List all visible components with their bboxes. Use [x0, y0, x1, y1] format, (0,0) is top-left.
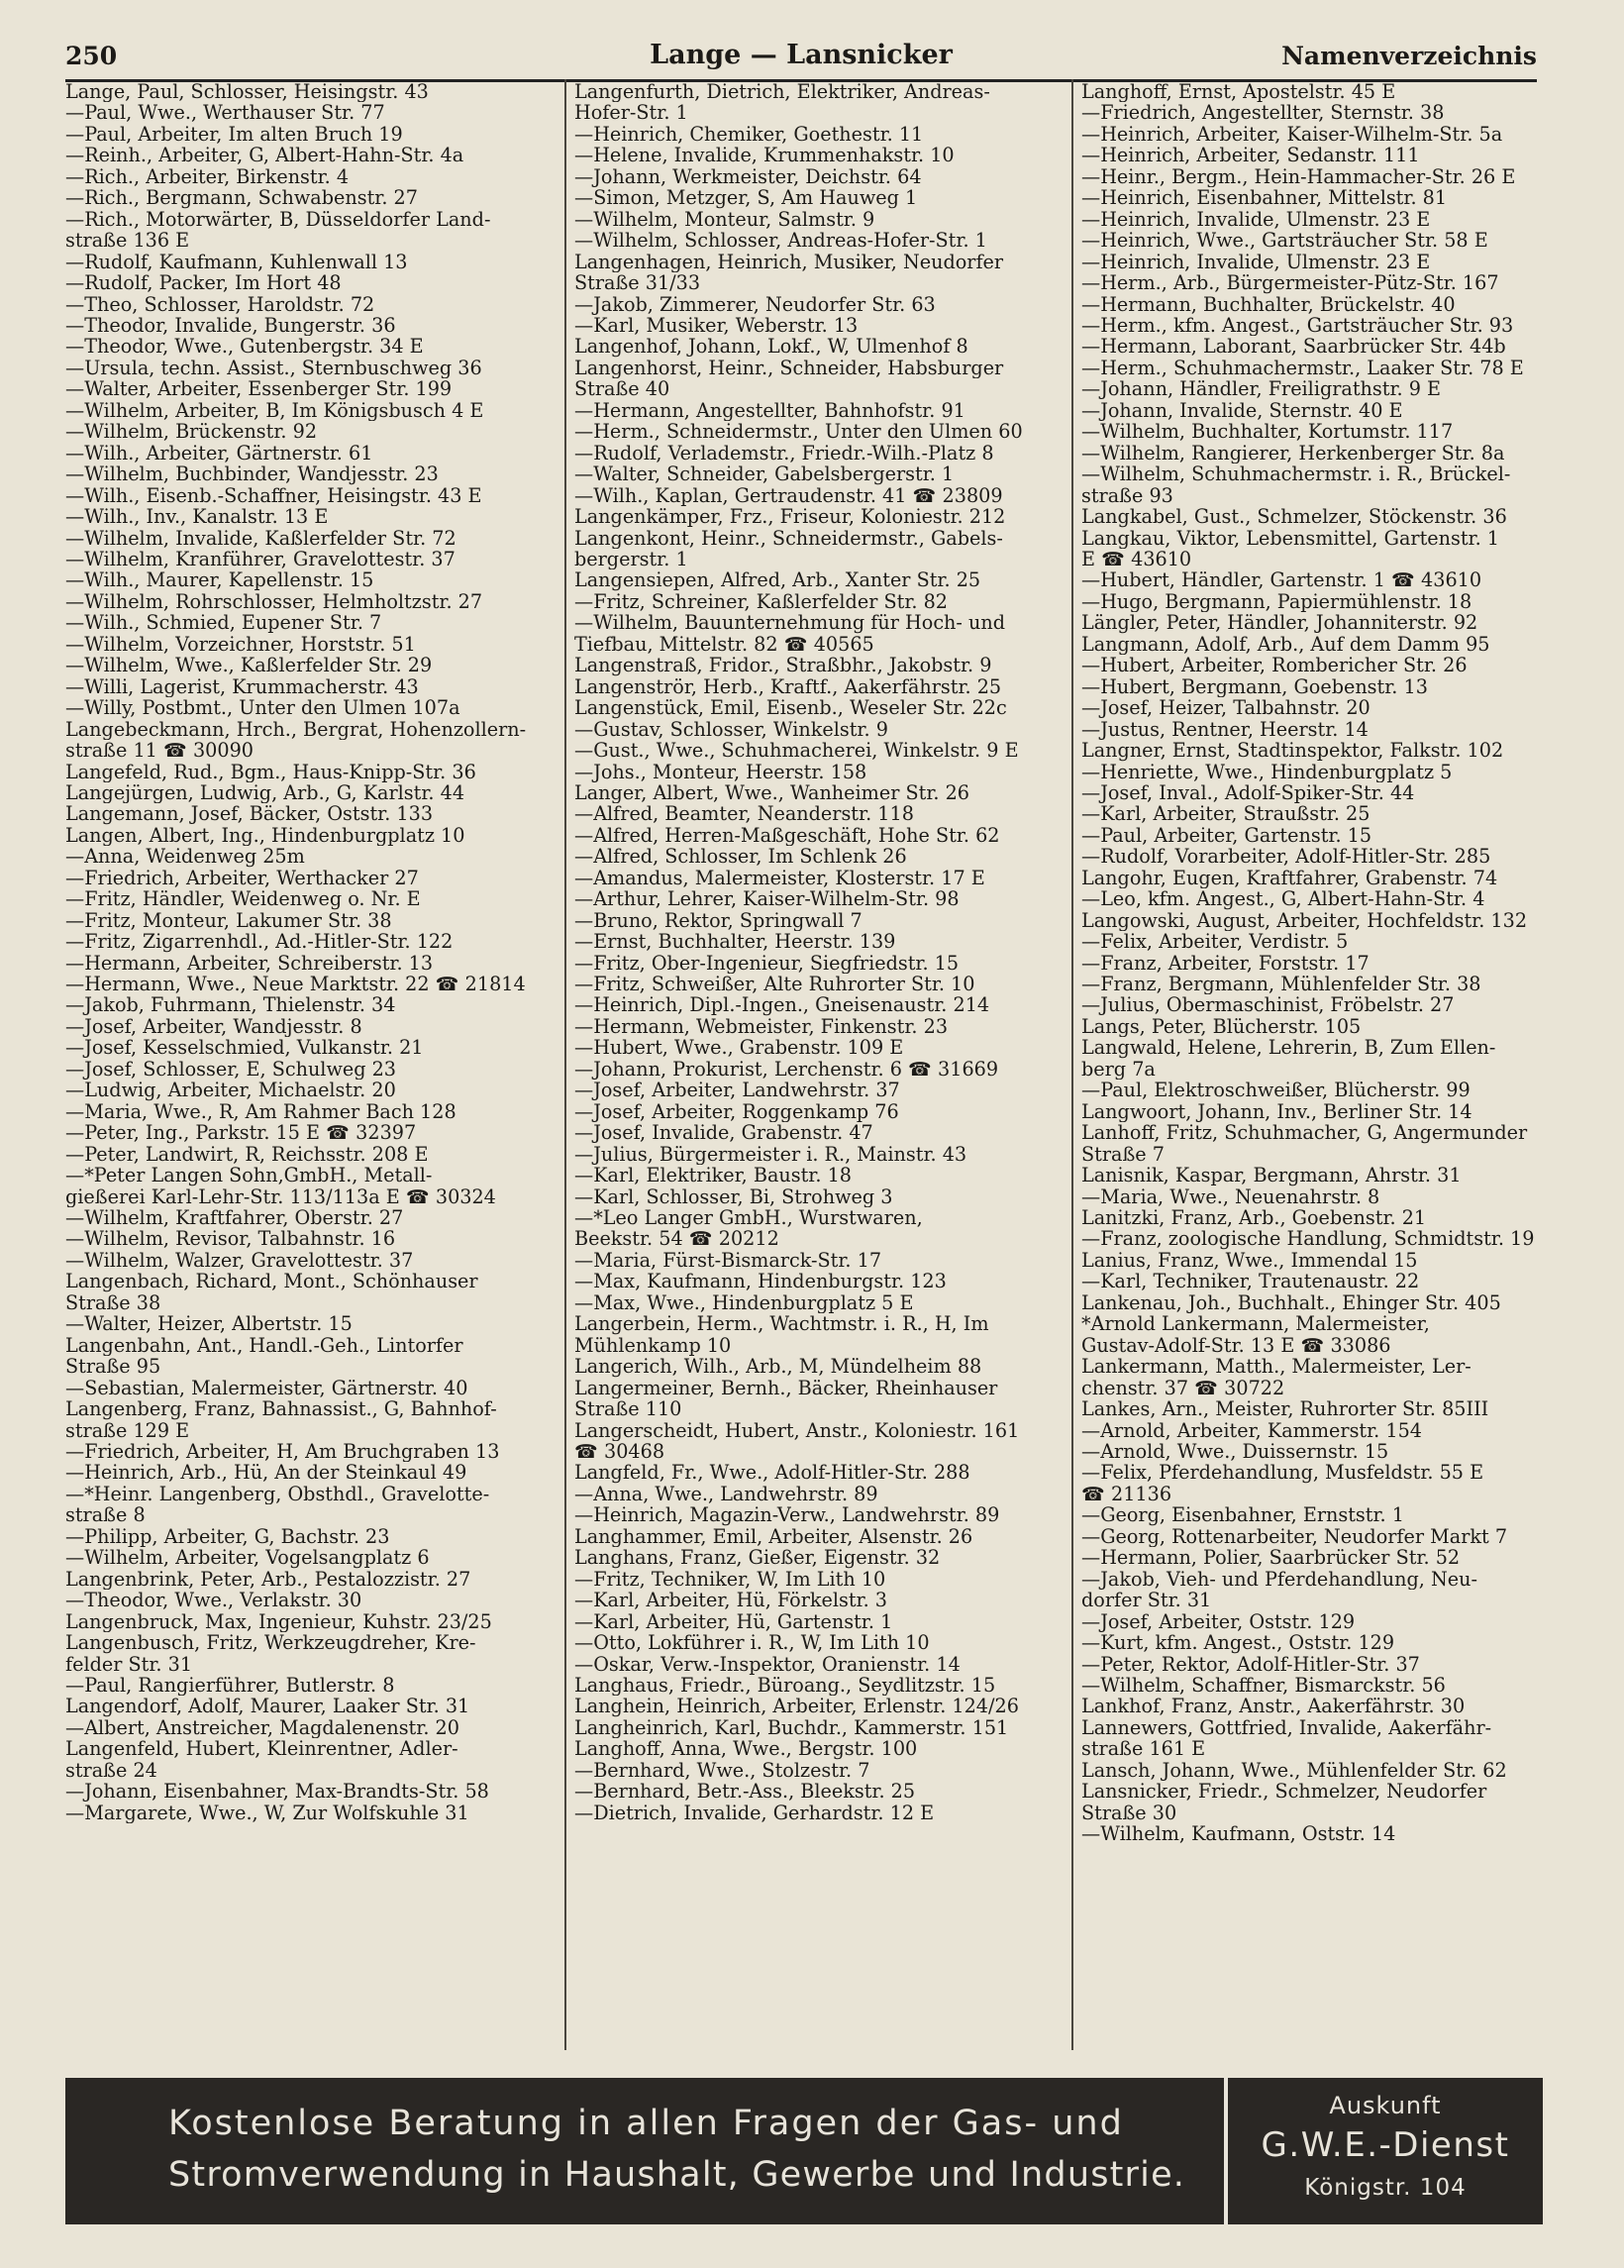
- directory-entry-line: —Friedrich, Angestellter, Sternstr. 38: [1081, 102, 1445, 124]
- directory-entry-line: —Wilhelm, Buchhalter, Kortumstr. 117: [1081, 421, 1454, 443]
- directory-entry-line: —Josef, Arbeiter, Wandjesstr. 8: [65, 1015, 362, 1038]
- directory-entry-line: —Alfred, Beamter, Neanderstr. 118: [574, 803, 914, 825]
- directory-entry-line: —Josef, Heizer, Talbahnstr. 20: [1081, 697, 1370, 719]
- directory-entry-line: —Anna, Wwe., Landwehrstr. 89: [574, 1483, 878, 1505]
- directory-entry-line: —Gustav, Schlosser, Winkelstr. 9: [574, 718, 888, 741]
- directory-entry-line: —Fritz, Schreiner, Kaßlerfelder Str. 82: [574, 590, 949, 613]
- directory-entry-line: —Wilh., Schmied, Eupener Str. 7: [65, 612, 382, 634]
- directory-entry-line: —Amandus, Malermeister, Klosterstr. 17 E: [574, 867, 985, 889]
- directory-entry-line: Langhans, Franz, Gießer, Eigenstr. 32: [574, 1547, 941, 1569]
- directory-entry-line: Langenberg, Franz, Bahnassist., G, Bahnhof-: [65, 1398, 497, 1420]
- directory-entry-line: —Albert, Anstreicher, Magdalenenstr. 20: [65, 1716, 459, 1739]
- directory-entry-line: Langhammer, Emil, Arbeiter, Alsenstr. 26: [574, 1525, 973, 1548]
- page-header: [65, 34, 1537, 82]
- directory-entry-line: straße 11 ☎ 30090: [65, 740, 254, 762]
- directory-entry-line: —Jakob, Fuhrmann, Thielenstr. 34: [65, 994, 396, 1016]
- directory-entry-line: —Rudolf, Verlademstr., Friedr.-Wilh.-Platz 8: [574, 442, 994, 464]
- directory-entry-line: —Wilhelm, Schaffner, Bismarckstr. 56: [1081, 1674, 1446, 1697]
- directory-entry-line: —Wilhelm, Buchbinder, Wandjesstr. 23: [65, 464, 439, 485]
- directory-entry-line: —Arnold, Arbeiter, Kammerstr. 154: [1081, 1419, 1423, 1441]
- directory-entry-line: —Karl, Arbeiter, Straußstr. 25: [1081, 803, 1370, 825]
- directory-entry-line: Langefeld, Rud., Bgm., Haus-Knipp-Str. 36: [65, 761, 476, 782]
- directory-entry-line: —Reinh., Arbeiter, G, Albert-Hahn-Str. 4a: [65, 145, 464, 166]
- directory-entry-line: —Bernhard, Betr.-Ass., Bleekstr. 25: [574, 1781, 916, 1803]
- directory-entry-line: —Theodor, Wwe., Verlakstr. 30: [65, 1590, 362, 1611]
- directory-entry-line: —Willy, Postbmt., Unter den Ulmen 107a: [65, 697, 460, 719]
- directory-entry-line: Langerscheidt, Hubert, Anstr., Koloniestr. 161: [574, 1419, 1020, 1441]
- directory-entry-line: —Hermann, Laborant, Saarbrücker Str. 44b: [1081, 336, 1506, 358]
- directory-entry-line: —Walter, Heizer, Albertstr. 15: [65, 1313, 353, 1335]
- directory-entry-line: Langenhorst, Heinr., Schneider, Habsburger: [574, 357, 1004, 379]
- ad-text-line-2: Stromverwendung in Haushalt, Gewerbe und Industrie.: [168, 2155, 1186, 2195]
- directory-entry-line: —Peter, Ing., Parkstr. 15 E ☎ 32397: [65, 1122, 417, 1144]
- directory-entry-line: Langenbrink, Peter, Arb., Pestalozzistr. 27: [65, 1568, 471, 1591]
- directory-entry-line: straße 161 E: [1081, 1738, 1206, 1760]
- directory-entry-line: —Rich., Bergmann, Schwabenstr. 27: [65, 187, 418, 209]
- directory-column-2: [574, 81, 1064, 2048]
- directory-entry-line: —Wilhelm, Invalide, Kaßlerfelder Str. 72: [65, 527, 457, 549]
- directory-entry-line: Langs, Peter, Blücherstr. 105: [1081, 1015, 1362, 1038]
- directory-entry-line: —Ludwig, Arbeiter, Michaelstr. 20: [65, 1080, 396, 1101]
- directory-entry-line: —Julius, Obermaschinist, Fröbelstr. 27: [1081, 994, 1455, 1016]
- directory-entry-line: Hofer-Str. 1: [574, 102, 688, 124]
- directory-entry-line: —Wilhelm, Monteur, Salmstr. 9: [574, 208, 875, 231]
- directory-entry-line: ☎ 21136: [1081, 1483, 1172, 1505]
- directory-entry-line: Langer, Albert, Wwe., Wanheimer Str. 26: [574, 781, 969, 804]
- directory-entry-line: Langenstraß, Fridor., Straßbhr., Jakobstr. 9: [574, 655, 992, 676]
- directory-entry-line: —Dietrich, Invalide, Gerhardstr. 12 E: [574, 1802, 935, 1824]
- directory-entry-line: Straße 40: [574, 378, 670, 400]
- directory-entry-line: —Wilhelm, Kraftfahrer, Oberstr. 27: [65, 1207, 404, 1229]
- directory-entry-line: —Hermann, Polier, Saarbrücker Str. 52: [1081, 1547, 1461, 1569]
- ad-info-label: Auskunft: [1329, 2092, 1442, 2119]
- directory-entry-line: —Heinrich, Invalide, Ulmenstr. 23 E: [1081, 208, 1431, 231]
- directory-entry-line: —Hubert, Bergmann, Goebenstr. 13: [1081, 675, 1428, 698]
- directory-entry-line: —*Heinr. Langenberg, Obsthdl., Gravelotte-: [65, 1483, 490, 1505]
- directory-entry-line: —Alfred, Schlosser, Im Schlenk 26: [574, 846, 907, 868]
- directory-entry-line: Langenhagen, Heinrich, Musiker, Neudorfer: [574, 251, 1004, 273]
- directory-entry-line: Lankenau, Joh., Buchhalt., Ehinger Str. 405: [1081, 1291, 1501, 1314]
- directory-entry-line: Langenströr, Herb., Kraftf., Aakerfährstr. 25: [574, 675, 1002, 698]
- directory-entry-line: —Theodor, Wwe., Gutenbergstr. 34 E: [65, 336, 424, 358]
- directory-entry-line: —Franz, zoologische Handlung, Schmidtstr. 19: [1081, 1228, 1535, 1250]
- directory-entry-line: Langenhof, Johann, Lokf., W, Ulmenhof 8: [574, 336, 968, 358]
- directory-entry-line: —Wilh., Arbeiter, Gärtnerstr. 61: [65, 442, 373, 464]
- directory-entry-line: —Josef, Kesselschmied, Vulkanstr. 21: [65, 1037, 424, 1059]
- ad-info-service: G.W.E.-Dienst: [1261, 2125, 1510, 2165]
- directory-entry-line: —Paul, Arbeiter, Im alten Bruch 19: [65, 123, 403, 146]
- directory-entry-line: —Rich., Motorwärter, B, Düsseldorfer Land-: [65, 208, 491, 231]
- directory-entry-line: Straße 38: [65, 1291, 161, 1314]
- directory-entry-line: dorfer Str. 31: [1081, 1590, 1212, 1611]
- directory-entry-line: —Herm., Arb., Bürgermeister-Pütz-Str. 167: [1081, 272, 1499, 294]
- directory-entry-line: gießerei Karl-Lehr-Str. 113/113a E ☎ 30324: [65, 1186, 496, 1208]
- directory-entry-line: —Maria, Wwe., R, Am Rahmer Bach 128: [65, 1100, 457, 1123]
- ad-text-line-1: Kostenlose Beratung in allen Fragen der Gas- und: [168, 2104, 1124, 2143]
- directory-entry-line: Längler, Peter, Händler, Johanniterstr. 92: [1081, 612, 1478, 634]
- directory-entry-line: —Paul, Rangierführer, Butlerstr. 8: [65, 1674, 395, 1697]
- directory-entry-line: —Fritz, Zigarrenhdl., Ad.-Hitler-Str. 122: [65, 931, 454, 953]
- directory-entry-line: bergerstr. 1: [574, 548, 688, 570]
- directory-entry-line: Langwoort, Johann, Inv., Berliner Str. 14: [1081, 1100, 1472, 1123]
- directory-entry-line: —Bruno, Rektor, Springwall 7: [574, 909, 863, 932]
- directory-entry-line: straße 136 E: [65, 230, 190, 252]
- directory-entry-line: —Otto, Lokführer i. R., W, Im Lith 10: [574, 1632, 930, 1654]
- directory-entry-line: —Fritz, Techniker, W, Im Lith 10: [574, 1568, 886, 1591]
- directory-entry-line: Lanhoff, Fritz, Schuhmacher, G, Angermunder: [1081, 1122, 1528, 1144]
- page-number: 250: [65, 42, 118, 70]
- directory-entry-line: Straße 95: [65, 1356, 161, 1378]
- directory-entry-line: —Willi, Lagerist, Krummacherstr. 43: [65, 675, 419, 698]
- directory-entry-line: —Wilhelm, Rangierer, Herkenberger Str. 8a: [1081, 442, 1505, 464]
- directory-entry-line: —Heinrich, Invalide, Ulmenstr. 23 E: [1081, 251, 1431, 273]
- directory-entry-line: —Rudolf, Kaufmann, Kuhlenwall 13: [65, 251, 408, 273]
- directory-entry-line: Langmann, Adolf, Arb., Auf dem Damm 95: [1081, 633, 1490, 656]
- directory-entry-line: Beekstr. 54 ☎ 20212: [574, 1228, 779, 1250]
- directory-entry-line: —Karl, Elektriker, Baustr. 18: [574, 1165, 852, 1186]
- directory-entry-line: —Wilh., Inv., Kanalstr. 13 E: [65, 506, 329, 528]
- directory-entry-line: Straße 110: [574, 1398, 682, 1420]
- directory-entry-line: —Hermann, Arbeiter, Schreiberstr. 13: [65, 952, 434, 975]
- directory-entry-line: —Fritz, Monteur, Lakumer Str. 38: [65, 909, 392, 932]
- directory-entry-line: Langenbach, Richard, Mont., Schönhauser: [65, 1271, 478, 1292]
- directory-entry-line: —Karl, Arbeiter, Hü, Förkelstr. 3: [574, 1590, 888, 1611]
- directory-entry-line: —Ernst, Buchhalter, Heerstr. 139: [574, 931, 896, 953]
- directory-entry-line: felder Str. 31: [65, 1653, 193, 1675]
- directory-entry-line: Langfeld, Fr., Wwe., Adolf-Hitler-Str. 288: [574, 1462, 970, 1484]
- directory-entry-line: Lanisnik, Kaspar, Bergmann, Ahrstr. 31: [1081, 1165, 1462, 1186]
- directory-entry-line: —Peter, Landwirt, R, Reichsstr. 208 E: [65, 1143, 429, 1166]
- directory-entry-line: —Philipp, Arbeiter, G, Bachstr. 23: [65, 1525, 390, 1548]
- directory-entry-line: —Alfred, Herren-Maßgeschäft, Hohe Str. 62: [574, 824, 1000, 847]
- section-title: Namenverzeichnis: [1281, 42, 1537, 70]
- directory-entry-line: —Karl, Musiker, Weberstr. 13: [574, 314, 859, 337]
- directory-entry-line: —Wilhelm, Walzer, Gravelottestr. 37: [65, 1249, 414, 1272]
- directory-entry-line: Lanitzki, Franz, Arb., Goebenstr. 21: [1081, 1207, 1427, 1229]
- directory-entry-line: —Kurt, kfm. Angest., Oststr. 129: [1081, 1632, 1395, 1654]
- directory-entry-line: Langkau, Viktor, Lebensmittel, Gartenstr. 1: [1081, 527, 1500, 549]
- directory-entry-line: —Rudolf, Packer, Im Hort 48: [65, 272, 342, 294]
- directory-entry-line: —Wilhelm, Schuhmachermstr. i. R., Brückel-: [1081, 464, 1511, 485]
- directory-entry-line: —Wilhelm, Kaufmann, Oststr. 14: [1081, 1823, 1396, 1845]
- directory-entry-line: E ☎ 43610: [1081, 548, 1192, 570]
- directory-entry-line: —Fritz, Schweißer, Alte Ruhrorter Str. 10: [574, 974, 975, 995]
- directory-entry-line: —Josef, Schlosser, E, Schulweg 23: [65, 1058, 397, 1081]
- directory-entry-line: —Walter, Schneider, Gabelsbergerstr. 1: [574, 464, 955, 485]
- directory-entry-line: —Arthur, Lehrer, Kaiser-Wilhelm-Str. 98: [574, 888, 960, 910]
- directory-entry-line: straße 129 E: [65, 1419, 190, 1441]
- directory-entry-line: —Georg, Eisenbahner, Ernststr. 1: [1081, 1504, 1404, 1526]
- directory-entry-line: —Hermann, Angestellter, Bahnhofstr. 91: [574, 399, 965, 422]
- directory-entry-line: Langemann, Josef, Bäcker, Oststr. 133: [65, 803, 434, 825]
- directory-entry-line: —Friedrich, Arbeiter, Werthacker 27: [65, 867, 419, 889]
- directory-entry-line: Straße 7: [1081, 1143, 1165, 1166]
- directory-entry-line: —Arnold, Wwe., Duissernstr. 15: [1081, 1441, 1389, 1463]
- directory-entry-line: —Justus, Rentner, Heerstr. 14: [1081, 718, 1369, 741]
- directory-entry-line: Langejürgen, Ludwig, Arb., G, Karlstr. 44: [65, 781, 465, 804]
- directory-entry-line: —Max, Kaufmann, Hindenburgstr. 123: [574, 1271, 947, 1292]
- directory-entry-line: —Theodor, Invalide, Bungerstr. 36: [65, 314, 396, 337]
- directory-entry-line: —Johann, Werkmeister, Deichstr. 64: [574, 165, 922, 188]
- directory-entry-line: —*Peter Langen Sohn,GmbH., Metall-: [65, 1165, 433, 1186]
- directory-entry-line: —Maria, Fürst-Bismarck-Str. 17: [574, 1249, 882, 1272]
- directory-entry-line: —Peter, Rektor, Adolf-Hitler-Str. 37: [1081, 1653, 1420, 1675]
- directory-entry-line: Lannewers, Gottfried, Invalide, Aakerfähr-: [1081, 1716, 1492, 1739]
- directory-entry-line: —Heinrich, Chemiker, Goethestr. 11: [574, 123, 924, 146]
- directory-entry-line: —Helene, Invalide, Krummenhakstr. 10: [574, 145, 955, 166]
- directory-entry-line: Langheinrich, Karl, Buchdr., Kammerstr. 151: [574, 1716, 1009, 1739]
- ad-info-address: Königstr. 104: [1304, 2175, 1467, 2201]
- directory-entry-line: —Hubert, Arbeiter, Rombericher Str. 26: [1081, 655, 1468, 676]
- directory-entry-line: —Hubert, Händler, Gartenstr. 1 ☎ 43610: [1081, 569, 1482, 591]
- directory-entry-line: Langerbein, Herm., Wachtmstr. i. R., H, Im: [574, 1313, 989, 1335]
- directory-entry-line: Straße 30: [1081, 1802, 1177, 1824]
- directory-entry-line: —Heinrich, Wwe., Gartsträucher Str. 58 E: [1081, 230, 1488, 252]
- directory-entry-line: Langenfurth, Dietrich, Elektriker, Andreas-: [574, 81, 990, 103]
- directory-entry-line: —Wilh., Eisenb.-Schaffner, Heisingstr. 43 E: [65, 484, 482, 507]
- directory-entry-line: —Franz, Arbeiter, Forststr. 17: [1081, 952, 1370, 975]
- directory-entry-line: Lange, Paul, Schlosser, Heisingstr. 43: [65, 81, 429, 103]
- directory-entry-line: —Johs., Monteur, Heerstr. 158: [574, 761, 867, 782]
- directory-entry-line: —Hubert, Wwe., Grabenstr. 109 E: [574, 1037, 904, 1059]
- directory-entry-line: —Franz, Bergmann, Mühlenfelder Str. 38: [1081, 974, 1481, 995]
- directory-entry-line: —Wilhelm, Brückenstr. 92: [65, 421, 318, 443]
- directory-entry-line: —Wilhelm, Revisor, Talbahnstr. 16: [65, 1228, 396, 1250]
- directory-column-1: [65, 81, 555, 2048]
- directory-entry-line: —Wilhelm, Kranführer, Gravelottestr. 37: [65, 548, 456, 570]
- directory-entry-line: —Friedrich, Arbeiter, H, Am Bruchgraben 13: [65, 1441, 500, 1463]
- directory-entry-line: —Wilhelm, Bauunternehmung für Hoch- und: [574, 612, 1005, 634]
- directory-entry-line: —Herm., Schneidermstr., Unter den Ulmen 60: [574, 421, 1023, 443]
- directory-entry-line: —Wilhelm, Arbeiter, Vogelsangplatz 6: [65, 1547, 430, 1569]
- directory-entry-line: straße 93: [1081, 484, 1173, 507]
- directory-entry-line: straße 24: [65, 1759, 157, 1782]
- directory-entry-line: Mühlenkamp 10: [574, 1334, 732, 1357]
- directory-entry-line: —Oskar, Verw.-Inspektor, Oranienstr. 14: [574, 1653, 961, 1675]
- directory-entry-line: berg 7a: [1081, 1058, 1156, 1081]
- directory-entry-line: Straße 31/33: [574, 272, 701, 294]
- directory-entry-line: Langenbahn, Ant., Handl.-Geh., Lintorfer: [65, 1334, 463, 1357]
- directory-entry-line: —Theo, Schlosser, Haroldstr. 72: [65, 293, 375, 315]
- directory-entry-line: —Heinrich, Arb., Hü, An der Steinkaul 49: [65, 1462, 467, 1484]
- directory-entry-line: —Wilhelm, Vorzeichner, Horststr. 51: [65, 633, 416, 656]
- advertisement-banner: [65, 2078, 1543, 2224]
- directory-entry-line: —Heinrich, Magazin-Verw., Landwehrstr. 89: [574, 1504, 1000, 1526]
- directory-entry-line: Lansnicker, Friedr., Schmelzer, Neudorfer: [1081, 1781, 1487, 1803]
- directory-entry-line: —Heinrich, Dipl.-Ingen., Gneisenaustr. 214: [574, 994, 990, 1016]
- directory-entry-line: —Julius, Bürgermeister i. R., Mainstr. 43: [574, 1143, 967, 1166]
- directory-entry-line: chenstr. 37 ☎ 30722: [1081, 1377, 1285, 1399]
- directory-entry-line: —Ursula, techn. Assist., Sternbuschweg 36: [65, 357, 482, 379]
- directory-entry-line: —Paul, Arbeiter, Gartenstr. 15: [1081, 824, 1372, 847]
- directory-entry-line: Gustav-Adolf-Str. 13 E ☎ 33086: [1081, 1334, 1391, 1357]
- directory-entry-line: —Johann, Prokurist, Lerchenstr. 6 ☎ 31669: [574, 1058, 999, 1081]
- directory-entry-line: —Felix, Arbeiter, Verdistr. 5: [1081, 931, 1349, 953]
- directory-entry-line: —Josef, Invalide, Grabenstr. 47: [574, 1122, 873, 1144]
- directory-entry-line: —Johann, Invalide, Sternstr. 40 E: [1081, 399, 1403, 422]
- directory-entry-line: —Paul, Elektroschweißer, Blücherstr. 99: [1081, 1080, 1471, 1101]
- directory-entry-line: Langerich, Wilh., Arb., M, Mündelheim 88: [574, 1356, 982, 1378]
- directory-entry-line: —Max, Wwe., Hindenburgplatz 5 E: [574, 1291, 914, 1314]
- directory-entry-line: —Wilhelm, Schlosser, Andreas-Hofer-Str. 1: [574, 230, 987, 252]
- directory-entry-line: Lankermann, Matth., Malermeister, Ler-: [1081, 1356, 1472, 1378]
- directory-entry-line: —Walter, Arbeiter, Essenberger Str. 199: [65, 378, 453, 400]
- directory-entry-line: —Paul, Wwe., Werthauser Str. 77: [65, 102, 385, 124]
- directory-entry-line: —Herm., kfm. Angest., Gartsträucher Str. 93: [1081, 314, 1514, 337]
- directory-entry-line: Lankhof, Franz, Anstr., Aakerfährstr. 30: [1081, 1696, 1466, 1717]
- directory-entry-line: —Jakob, Zimmerer, Neudorfer Str. 63: [574, 293, 936, 315]
- directory-entry-line: —Johann, Händler, Freiligrathstr. 9 E: [1081, 378, 1442, 400]
- directory-entry-line: Langhaus, Friedr., Büroang., Seydlitzstr. 15: [574, 1674, 996, 1697]
- directory-entry-line: —Johann, Eisenbahner, Max-Brandts-Str. 58: [65, 1781, 489, 1803]
- directory-entry-line: Langohr, Eugen, Kraftfahrer, Grabenstr. 74: [1081, 867, 1498, 889]
- directory-entry-line: Langenkämper, Frz., Friseur, Koloniestr. 212: [574, 506, 1006, 528]
- directory-entry-line: —Fritz, Händler, Weidenweg o. Nr. E: [65, 888, 421, 910]
- directory-entry-line: —*Leo Langer GmbH., Wurstwaren,: [574, 1207, 923, 1229]
- directory-entry-line: —Josef, Arbeiter, Roggenkamp 76: [574, 1100, 899, 1123]
- directory-entry-line: —Margarete, Wwe., W, Zur Wolfskuhle 31: [65, 1802, 469, 1824]
- directory-entry-line: —Karl, Arbeiter, Hü, Gartenstr. 1: [574, 1610, 893, 1633]
- directory-entry-line: ☎ 30468: [574, 1441, 665, 1463]
- directory-entry-line: —Jakob, Vieh- und Pferdehandlung, Neu-: [1081, 1568, 1477, 1591]
- directory-entry-line: Lanius, Franz, Wwe., Immendal 15: [1081, 1249, 1418, 1272]
- directory-entry-line: —Maria, Wwe., Neuenahrstr. 8: [1081, 1186, 1380, 1208]
- directory-entry-line: —Karl, Techniker, Trautenaustr. 22: [1081, 1271, 1420, 1292]
- directory-entry-line: —Fritz, Ober-Ingenieur, Siegfriedstr. 15: [574, 952, 960, 975]
- directory-entry-line: —Bernhard, Wwe., Stolzestr. 7: [574, 1759, 870, 1782]
- directory-entry-line: Langwald, Helene, Lehrerin, B, Zum Ellen-: [1081, 1037, 1496, 1059]
- directory-entry-line: —Herm., Schuhmachermstr., Laaker Str. 78 E: [1081, 357, 1524, 379]
- directory-entry-line: —Josef, Arbeiter, Oststr. 129: [1081, 1610, 1356, 1633]
- directory-entry-line: —Heinr., Bergm., Hein-Hammacher-Str. 26 E: [1081, 165, 1516, 188]
- directory-entry-line: Langowski, August, Arbeiter, Hochfeldstr. 132: [1081, 909, 1528, 932]
- directory-entry-line: Langen, Albert, Ing., Hindenburgplatz 10: [65, 824, 465, 847]
- page-title: Lange — Lansnicker: [650, 40, 953, 70]
- directory-entry-line: —Rich., Arbeiter, Birkenstr. 4: [65, 165, 350, 188]
- directory-entry-line: —Josef, Arbeiter, Landwehrstr. 37: [574, 1080, 900, 1101]
- directory-entry-line: —Georg, Rottenarbeiter, Neudorfer Markt 7: [1081, 1525, 1508, 1548]
- directory-entry-line: Langermeiner, Bernh., Bäcker, Rheinhauser: [574, 1377, 998, 1399]
- directory-entry-line: —Josef, Inval., Adolf-Spiker-Str. 44: [1081, 781, 1415, 804]
- directory-entry-line: —Simon, Metzger, S, Am Hauweg 1: [574, 187, 918, 209]
- directory-entry-line: Langenstück, Emil, Eisenb., Weseler Str. 22c: [574, 697, 1007, 719]
- directory-entry-line: Lansch, Johann, Wwe., Mühlenfelder Str. 62: [1081, 1759, 1507, 1782]
- directory-entry-line: —Wilhelm, Arbeiter, B, Im Königsbusch 4 E: [65, 399, 484, 422]
- directory-entry-line: —Sebastian, Malermeister, Gärtnerstr. 40: [65, 1377, 468, 1399]
- directory-column-3: [1081, 81, 1547, 2048]
- directory-entry-line: —Henriette, Wwe., Hindenburgplatz 5: [1081, 761, 1453, 782]
- column-divider: [1071, 79, 1073, 2050]
- column-divider: [564, 79, 566, 2050]
- directory-entry-line: Langhein, Heinrich, Arbeiter, Erlenstr. 124/26: [574, 1696, 1019, 1717]
- directory-entry-line: —Gust., Wwe., Schuhmacherei, Winkelstr. 9 E: [574, 740, 1019, 762]
- directory-entry-line: —Hermann, Wwe., Neue Marktstr. 22 ☎ 21814: [65, 974, 526, 995]
- directory-entry-line: —Heinrich, Arbeiter, Sedanstr. 111: [1081, 145, 1420, 166]
- directory-entry-line: Langenbusch, Fritz, Werkzeugdreher, Kre-: [65, 1632, 476, 1654]
- directory-entry-line: —Wilhelm, Rohrschlosser, Helmholtzstr. 27: [65, 590, 483, 613]
- directory-entry-line: straße 8: [65, 1504, 146, 1526]
- directory-entry-line: Langenbruck, Max, Ingenieur, Kuhstr. 23/25: [65, 1610, 492, 1633]
- directory-entry-line: —Hugo, Bergmann, Papiermühlenstr. 18: [1081, 590, 1472, 613]
- directory-entry-line: —Wilh., Maurer, Kapellenstr. 15: [65, 569, 374, 591]
- directory-entry-line: —Felix, Pferdehandlung, Musfeldstr. 55 E: [1081, 1462, 1484, 1484]
- directory-entry-line: —Wilh., Kaplan, Gertraudenstr. 41 ☎ 23809: [574, 484, 1003, 507]
- directory-entry-line: —Rudolf, Vorarbeiter, Adolf-Hitler-Str. 285: [1081, 846, 1491, 868]
- directory-entry-line: Langensiepen, Alfred, Arb., Xanter Str. 25: [574, 569, 981, 591]
- directory-entry-line: —Hermann, Buchhalter, Brückelstr. 40: [1081, 293, 1456, 315]
- directory-entry-line: Langhoff, Anna, Wwe., Bergstr. 100: [574, 1738, 918, 1760]
- directory-entry-line: Langendorf, Adolf, Maurer, Laaker Str. 31: [65, 1696, 470, 1717]
- directory-entry-line: —Wilhelm, Wwe., Kaßlerfelder Str. 29: [65, 655, 433, 676]
- directory-entry-line: Langenkont, Heinr., Schneidermstr., Gabels-: [574, 527, 1003, 549]
- directory-entry-line: Langenfeld, Hubert, Kleinrentner, Adler-: [65, 1738, 458, 1760]
- directory-entry-line: —Heinrich, Arbeiter, Kaiser-Wilhelm-Str. 5a: [1081, 123, 1503, 146]
- directory-entry-line: Lankes, Arn., Meister, Ruhrorter Str. 85III: [1081, 1398, 1489, 1420]
- directory-entry-line: Langebeckmann, Hrch., Bergrat, Hohenzollern-: [65, 718, 527, 741]
- directory-entry-line: —Anna, Weidenweg 25m: [65, 846, 305, 868]
- directory-entry-line: Tiefbau, Mittelstr. 82 ☎ 40565: [574, 633, 874, 656]
- directory-entry-line: —Hermann, Webmeister, Finkenstr. 23: [574, 1015, 949, 1038]
- directory-entry-line: Langner, Ernst, Stadtinspektor, Falkstr. 102: [1081, 740, 1504, 762]
- directory-entry-line: —Leo, kfm. Angest., G, Albert-Hahn-Str. 4: [1081, 888, 1485, 910]
- directory-entry-line: Langhoff, Ernst, Apostelstr. 45 E: [1081, 81, 1396, 103]
- directory-entry-line: Langkabel, Gust., Schmelzer, Stöckenstr. 36: [1081, 506, 1507, 528]
- directory-entry-line: —Heinrich, Eisenbahner, Mittelstr. 81: [1081, 187, 1448, 209]
- directory-entry-line: —Karl, Schlosser, Bi, Strohweg 3: [574, 1186, 893, 1208]
- directory-entry-line: *Arnold Lankermann, Malermeister,: [1081, 1313, 1430, 1335]
